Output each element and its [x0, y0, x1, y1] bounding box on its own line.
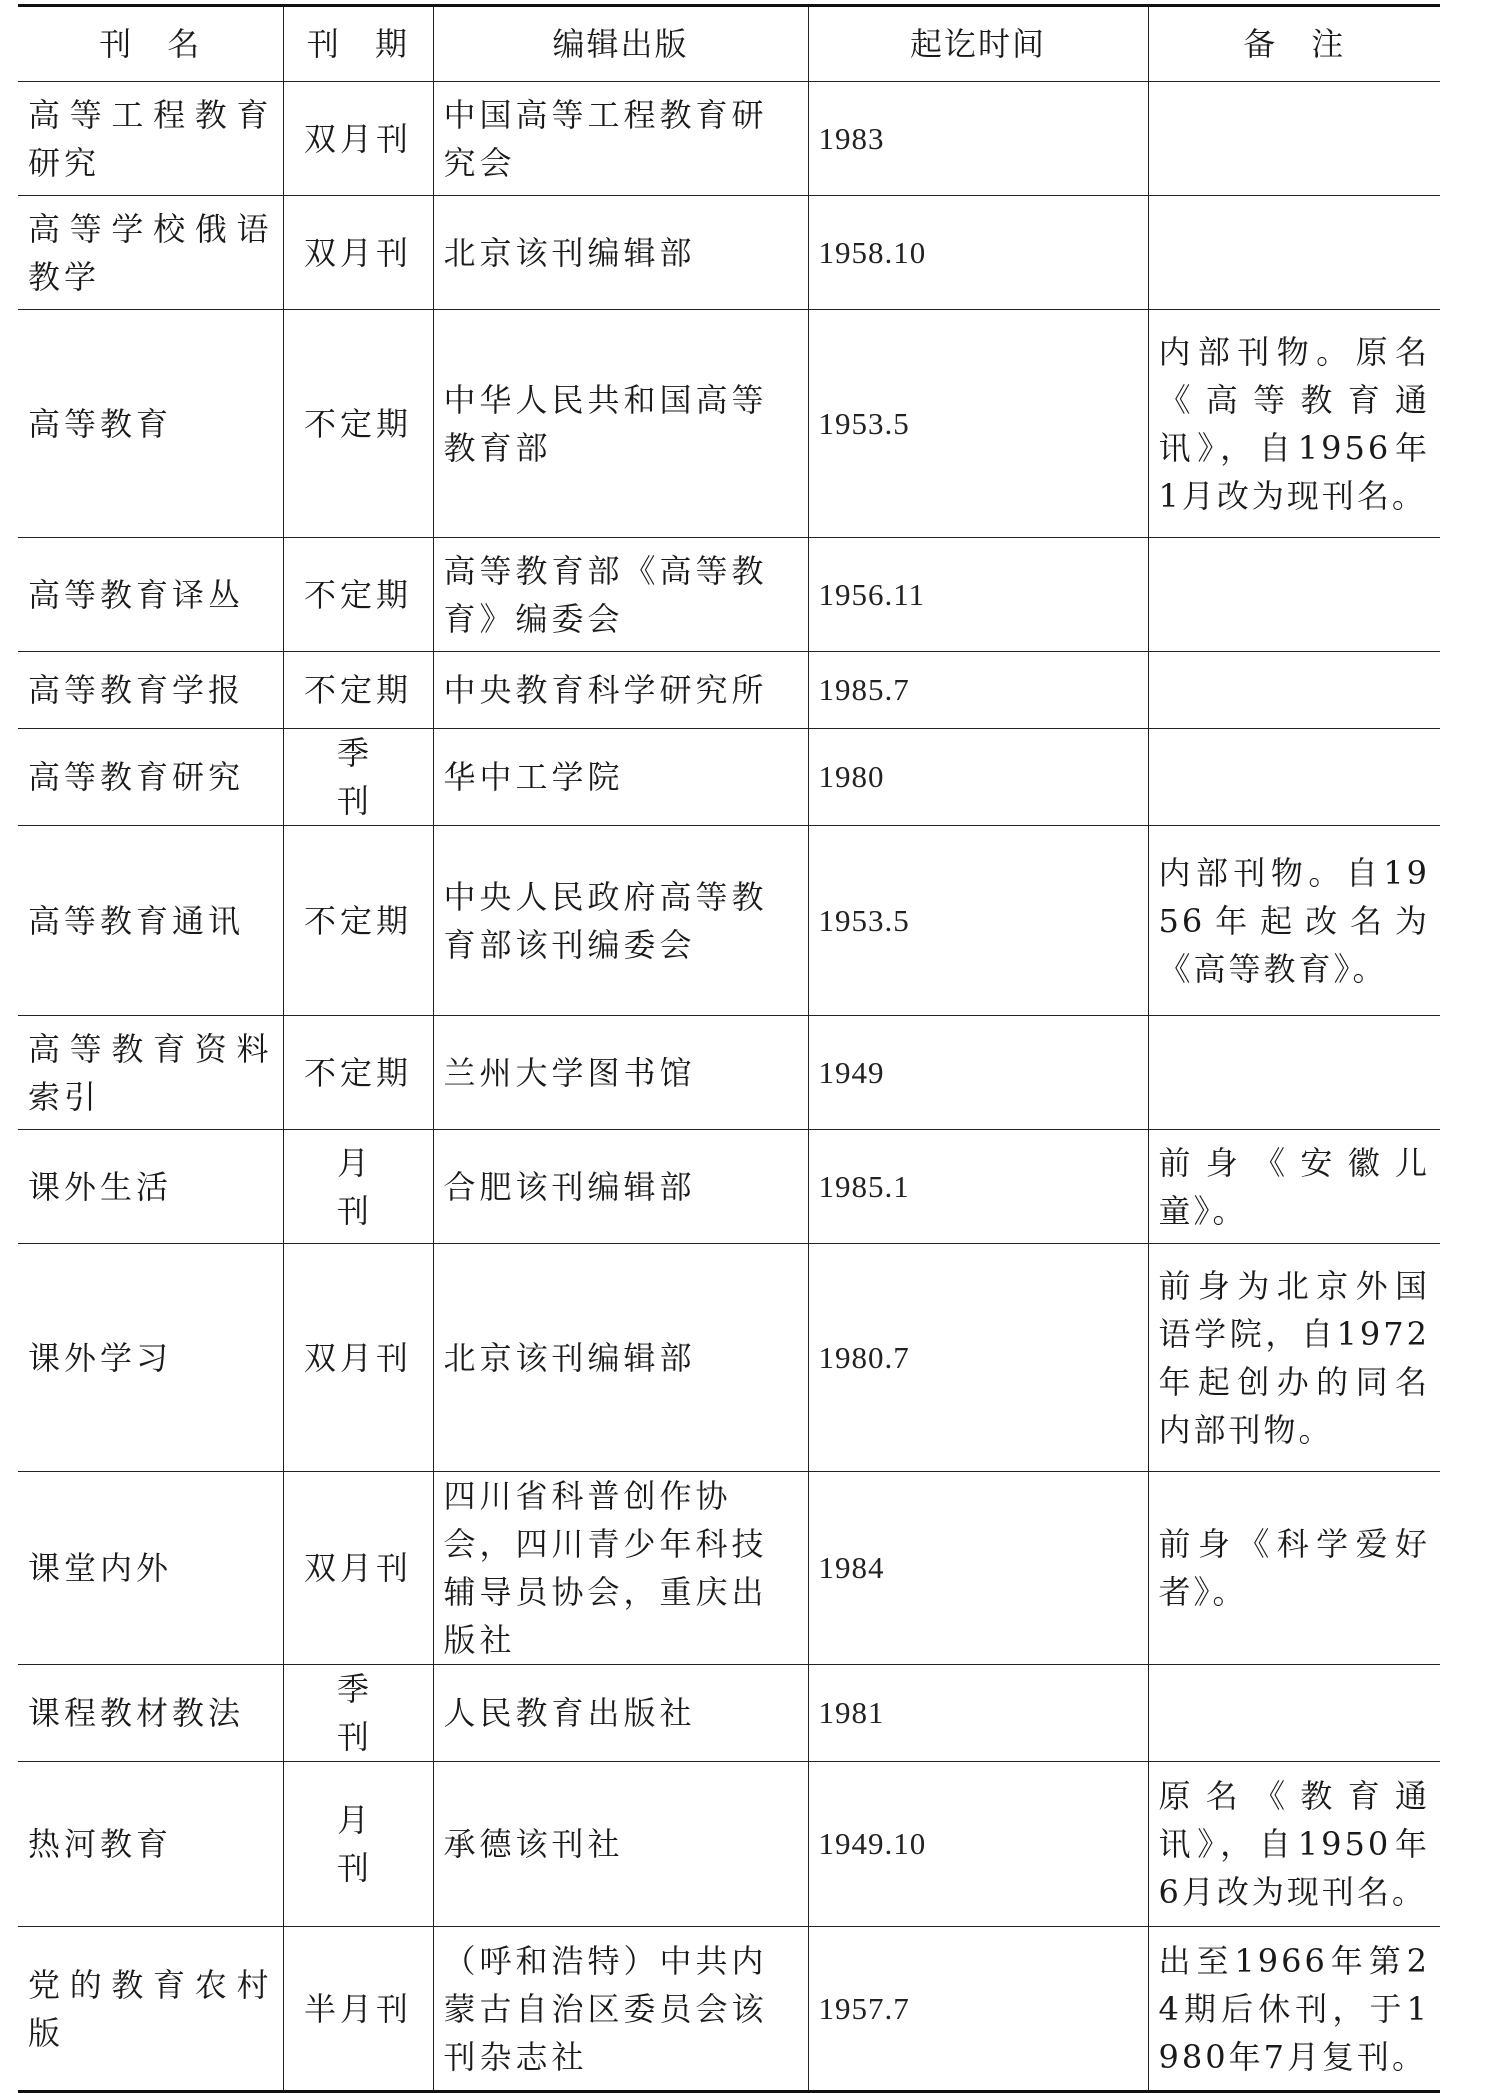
header-period: 刊 期 [283, 6, 433, 82]
cell-period: 月 刊 [283, 1130, 433, 1244]
cell-publisher: 中华人民共和国高等教育部 [433, 310, 808, 538]
cell-note [1148, 652, 1440, 729]
cell-publisher: 华中工学院 [433, 729, 808, 826]
cell-period: 不定期 [283, 652, 433, 729]
cell-publisher: 四川省科普创作协会，四川青少年科技辅导员协会，重庆出版社 [433, 1472, 808, 1665]
table-row [18, 652, 1440, 729]
cell-note: 前身为北京外国语学院，自1972年起创办的同名内部刊物。 [1148, 1244, 1440, 1472]
table-row [18, 1472, 1440, 1665]
cell-time: 1958.10 [808, 196, 1148, 310]
cell-period: 月 刊 [283, 1762, 433, 1927]
table-row [18, 538, 1440, 652]
cell-name: 课程教材教法 [18, 1665, 283, 1762]
cell-note: 出至1966年第24期后休刊，于1980年7月复刊。 [1148, 1927, 1440, 2092]
cell-publisher: 北京该刊编辑部 [433, 1244, 808, 1472]
cell-time: 1980 [808, 729, 1148, 826]
cell-note [1148, 1665, 1440, 1762]
cell-time: 1949.10 [808, 1762, 1148, 1927]
cell-period: 双月刊 [283, 82, 433, 196]
cell-publisher: 高等教育部《高等教育》编委会 [433, 538, 808, 652]
periodical-table [18, 4, 1440, 2093]
cell-period: 双月刊 [283, 1244, 433, 1472]
cell-publisher: 兰州大学图书馆 [433, 1016, 808, 1130]
cell-time: 1981 [808, 1665, 1148, 1762]
table-row [18, 1665, 1440, 1762]
table-row [18, 1927, 1440, 2092]
table-row [18, 82, 1440, 196]
cell-time: 1980.7 [808, 1244, 1148, 1472]
table-row [18, 826, 1440, 1016]
cell-note [1148, 538, 1440, 652]
table-row [18, 310, 1440, 538]
cell-time: 1984 [808, 1472, 1148, 1665]
cell-period: 不定期 [283, 538, 433, 652]
table-header-row [18, 6, 1440, 82]
cell-name: 高等工程教育研究 [18, 82, 283, 196]
cell-publisher: 合肥该刊编辑部 [433, 1130, 808, 1244]
table-row [18, 1130, 1440, 1244]
cell-name: 课外生活 [18, 1130, 283, 1244]
header-note: 备 注 [1148, 6, 1440, 82]
cell-publisher: （呼和浩特）中共内蒙古自治区委员会该刊杂志社 [433, 1927, 808, 2092]
table-row [18, 1016, 1440, 1130]
cell-time: 1953.5 [808, 310, 1148, 538]
cell-note [1148, 729, 1440, 826]
cell-note: 内部刊物。自1956年起改名为《高等教育》。 [1148, 826, 1440, 1016]
cell-time: 1953.5 [808, 826, 1148, 1016]
cell-name: 高等学校俄语教学 [18, 196, 283, 310]
cell-time: 1985.7 [808, 652, 1148, 729]
cell-name: 课外学习 [18, 1244, 283, 1472]
cell-name: 高等教育 [18, 310, 283, 538]
cell-note [1148, 1016, 1440, 1130]
table-row [18, 1762, 1440, 1927]
cell-name: 高等教育研究 [18, 729, 283, 826]
cell-name: 高等教育通讯 [18, 826, 283, 1016]
cell-period: 不定期 [283, 310, 433, 538]
cell-name: 党的教育农村版 [18, 1927, 283, 2092]
periodical-table-container [18, 4, 1440, 2093]
cell-time: 1949 [808, 1016, 1148, 1130]
cell-time: 1985.1 [808, 1130, 1148, 1244]
cell-period: 季 刊 [283, 729, 433, 826]
cell-name: 高等教育资料索引 [18, 1016, 283, 1130]
cell-time: 1983 [808, 82, 1148, 196]
table-row [18, 1244, 1440, 1472]
cell-period: 不定期 [283, 826, 433, 1016]
header-name: 刊 名 [18, 6, 283, 82]
cell-note: 原名《教育通讯》，自1950年6月改为现刊名。 [1148, 1762, 1440, 1927]
cell-publisher: 承德该刊社 [433, 1762, 808, 1927]
table-row [18, 729, 1440, 826]
header-publisher: 编辑出版 [433, 6, 808, 82]
cell-note: 前身《科学爱好者》。 [1148, 1472, 1440, 1665]
cell-publisher: 中央教育科学研究所 [433, 652, 808, 729]
cell-publisher: 中国高等工程教育研究会 [433, 82, 808, 196]
cell-note [1148, 196, 1440, 310]
table-row [18, 196, 1440, 310]
cell-note: 前身《安徽儿童》。 [1148, 1130, 1440, 1244]
cell-note: 内部刊物。原名《高等教育通讯》，自1956年1月改为现刊名。 [1148, 310, 1440, 538]
cell-publisher: 中央人民政府高等教育部该刊编委会 [433, 826, 808, 1016]
cell-publisher: 北京该刊编辑部 [433, 196, 808, 310]
cell-period: 季 刊 [283, 1665, 433, 1762]
cell-name: 课堂内外 [18, 1472, 283, 1665]
cell-publisher: 人民教育出版社 [433, 1665, 808, 1762]
cell-period: 半月刊 [283, 1927, 433, 2092]
cell-period: 不定期 [283, 1016, 433, 1130]
cell-name: 热河教育 [18, 1762, 283, 1927]
cell-name: 高等教育译丛 [18, 538, 283, 652]
cell-time: 1956.11 [808, 538, 1148, 652]
cell-name: 高等教育学报 [18, 652, 283, 729]
cell-period: 双月刊 [283, 196, 433, 310]
cell-time: 1957.7 [808, 1927, 1148, 2092]
header-time: 起讫时间 [808, 6, 1148, 82]
cell-period: 双月刊 [283, 1472, 433, 1665]
cell-note [1148, 82, 1440, 196]
